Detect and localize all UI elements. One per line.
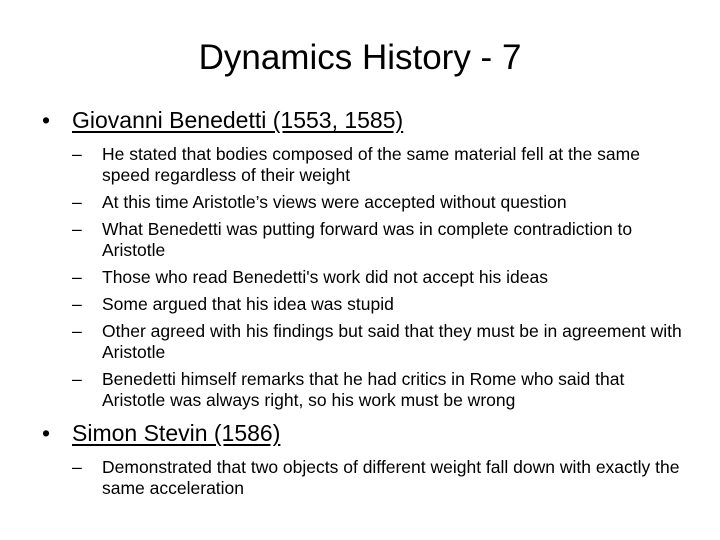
dash-icon: –	[72, 294, 82, 314]
list-item	[42, 457, 682, 499]
dash-icon: –	[72, 144, 82, 164]
list-item	[42, 369, 682, 411]
dash-icon: –	[72, 321, 82, 341]
point-list	[42, 144, 682, 411]
section-heading-text: Simon Stevin (1586)	[72, 420, 281, 446]
list-item	[42, 219, 682, 261]
list-item	[42, 321, 682, 363]
list-item	[42, 294, 682, 315]
section-heading	[42, 417, 682, 449]
list-item-text: What Benedetti was putting forward was in complete contradiction to Aristotle	[102, 219, 633, 260]
section-stevin	[42, 417, 682, 499]
list-item	[42, 144, 682, 186]
section-heading-text: Giovanni Benedetti (1553, 1585)	[72, 107, 404, 133]
dash-icon: –	[72, 192, 82, 212]
slide-body	[42, 104, 682, 505]
slide-title: Dynamics History - 7	[198, 38, 522, 77]
list-item-text: Some argued that his idea was stupid	[102, 294, 394, 314]
list-item-text: At this time Aristotle’s views were accepted without question	[102, 192, 567, 212]
list-item-text: He stated that bodies composed of the same material fell at the same speed regardless of their weight	[102, 144, 640, 185]
dash-icon: –	[72, 369, 82, 389]
section-heading	[42, 104, 682, 136]
list-item	[42, 192, 682, 213]
section-benedetti	[42, 104, 682, 411]
point-list	[42, 457, 682, 499]
list-item-text: Demonstrated that two objects of different weight fall down with exactly the same acceleration	[102, 457, 680, 498]
dash-icon: –	[72, 219, 82, 239]
list-item-text: Those who read Benedetti's work did not accept his ideas	[102, 267, 548, 287]
list-item	[42, 267, 682, 288]
list-item-text: Benedetti himself remarks that he had critics in Rome who said that Aristotle was always right, so his work must be wrong	[102, 369, 625, 410]
bullet-icon: •	[42, 420, 51, 446]
bullet-icon: •	[42, 107, 51, 133]
dash-icon: –	[72, 267, 82, 287]
dash-icon: –	[72, 457, 82, 477]
list-item-text: Other agreed with his findings but said that they must be in agreement with Aristotle	[102, 321, 682, 362]
